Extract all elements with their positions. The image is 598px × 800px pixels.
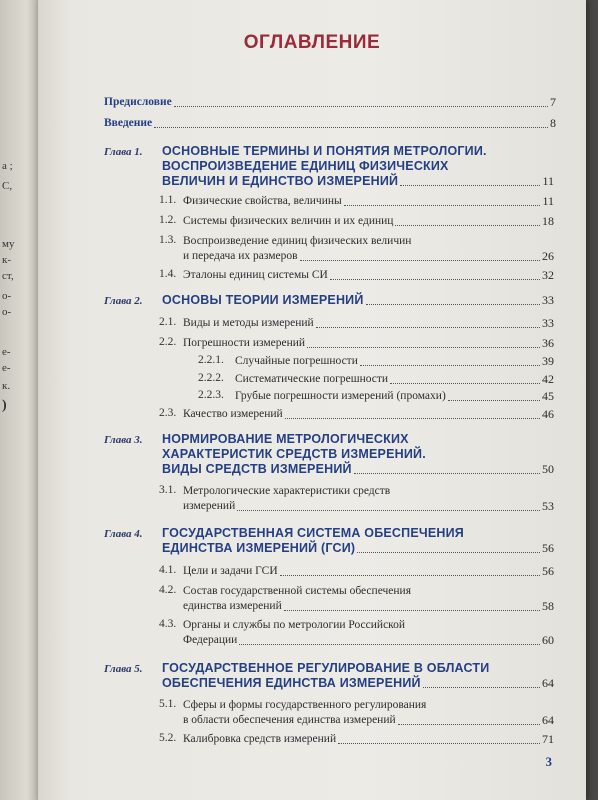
chapter-label: Глава 2.	[104, 295, 143, 307]
section-title: Качество измерений	[183, 408, 283, 420]
entry-page: 45	[542, 389, 554, 403]
section-number: 4.1.	[159, 564, 177, 576]
chapter-title-line: ОСНОВНЫЕ ТЕРМИНЫ И ПОНЯТИЯ МЕТРОЛОГИИ.	[162, 144, 487, 158]
leader-dots	[366, 304, 540, 305]
entry-page: 46	[542, 407, 554, 421]
toc-chapter-5[interactable]	[162, 661, 554, 691]
toc-section-5-2[interactable]	[183, 732, 554, 747]
entry-page: 33	[542, 293, 554, 307]
chapter-title-line: ВИДЫ СРЕДСТВ ИЗМЕРЕНИЙ	[162, 462, 352, 476]
toc-section-2-2-2[interactable]	[235, 372, 554, 387]
toc-section-1-2[interactable]	[183, 214, 554, 229]
left-fragment: к.	[2, 380, 11, 392]
left-fragment: о-	[2, 290, 12, 302]
leader-dots	[284, 610, 540, 611]
chapter-title-line: ВЕЛИЧИН И ЕДИНСТВО ИЗМЕРЕНИЙ	[162, 174, 399, 188]
leader-dots	[395, 225, 540, 226]
leader-dots	[400, 185, 540, 186]
section-title: Воспроизведение единиц физических величин	[183, 235, 412, 247]
entry-page: 56	[542, 541, 554, 555]
chapter-title-line: ОСНОВЫ ТЕОРИИ ИЗМЕРЕНИЙ	[162, 293, 364, 307]
chapter-title-line: ГОСУДАРСТВЕННОЕ РЕГУЛИРОВАНИЕ В ОБЛАСТИ	[162, 661, 490, 675]
section-title: Погрешности измерений	[183, 337, 306, 349]
chapter-label: Глава 5.	[104, 663, 143, 675]
entry-page: 50	[542, 462, 554, 476]
section-title: Физические свойства, величины	[183, 195, 342, 207]
section-number: 4.2.	[159, 584, 177, 596]
leader-dots	[448, 400, 540, 401]
leader-dots	[360, 365, 540, 366]
leader-dots	[239, 644, 540, 645]
entry-page: 11	[542, 174, 554, 188]
toc-section-4-1[interactable]	[183, 564, 554, 579]
section-title: Сферы и формы государственного регулирования	[183, 699, 427, 711]
section-title: измерений	[183, 500, 236, 512]
chapter-title-line: НОРМИРОВАНИЕ МЕТРОЛОГИЧЕСКИХ	[162, 432, 409, 446]
toc-chapter-1[interactable]	[162, 144, 554, 189]
toc-section-4-2[interactable]	[183, 584, 554, 614]
leader-dots	[390, 383, 540, 384]
leader-dots	[357, 552, 540, 553]
entry-page: 53	[542, 499, 554, 513]
section-number: 5.1.	[159, 698, 177, 710]
toc-section-3-1[interactable]	[183, 484, 554, 514]
toc-chapter-4[interactable]	[162, 526, 554, 556]
section-title: Эталоны единиц системы СИ	[183, 269, 328, 281]
toc-section-4-3[interactable]	[183, 618, 554, 648]
entry-page: 64	[542, 676, 554, 690]
toc-entry-intro[interactable]	[104, 116, 556, 131]
section-title: Случайные погрешности	[235, 355, 358, 367]
section-number: 4.3.	[159, 618, 177, 630]
section-number: 1.1.	[159, 194, 177, 206]
leader-dots	[280, 575, 540, 576]
section-title: Органы и службы по метрологии Российской	[183, 619, 406, 631]
toc-section-2-2-1[interactable]	[235, 354, 554, 369]
section-number: 2.3.	[159, 407, 177, 419]
section-title: Метрологические характеристики средств	[183, 485, 391, 497]
section-number: 2.1.	[159, 316, 177, 328]
entry-page: 7	[550, 95, 556, 109]
entry-text: Введение	[104, 117, 153, 129]
chapter-label: Глава 3.	[104, 434, 143, 446]
leader-dots	[330, 279, 540, 280]
leader-dots	[423, 687, 540, 688]
toc-chapter-3[interactable]	[162, 432, 554, 477]
section-title: Системы физических величин и их единиц	[183, 215, 394, 227]
section-number: 2.2.	[159, 336, 177, 348]
section-title: Грубые погрешности измерений (промахи)	[235, 390, 446, 402]
section-title: в области обеспечения единства измерений	[183, 714, 396, 726]
chapter-title-line: ЕДИНСТВА ИЗМЕРЕНИЙ (ГСИ)	[162, 541, 356, 555]
left-fragment: е-	[2, 362, 11, 374]
entry-page: 60	[542, 633, 554, 647]
entry-page: 33	[542, 316, 554, 330]
leader-dots	[237, 510, 540, 511]
left-fragment: о-	[2, 306, 12, 318]
toc-entry-preface[interactable]	[104, 95, 556, 110]
left-fragment: му	[2, 238, 15, 250]
section-title: Состав государственной системы обеспечения	[183, 585, 411, 597]
left-facing-page	[0, 0, 38, 800]
chapter-title-line: ВОСПРОИЗВЕДЕНИЕ ЕДИНИЦ ФИЗИЧЕСКИХ	[162, 159, 449, 173]
toc-chapter-2[interactable]	[162, 293, 554, 308]
leader-dots	[344, 205, 541, 206]
toc-section-2-3[interactable]	[183, 407, 554, 422]
entry-page: 26	[542, 249, 554, 263]
leader-dots	[316, 327, 540, 328]
leader-dots	[307, 347, 540, 348]
entry-page: 42	[542, 372, 554, 386]
left-fragment: е-	[2, 346, 11, 358]
section-title: единства измерений	[183, 600, 282, 612]
entry-page: 36	[542, 336, 554, 350]
leader-dots	[300, 260, 540, 261]
section-title: Цели и задачи ГСИ	[183, 565, 278, 577]
section-number: 3.1.	[159, 484, 177, 496]
toc-section-1-4[interactable]	[183, 268, 554, 283]
page-number: 3	[545, 754, 552, 769]
chapter-label: Глава 1.	[104, 146, 143, 158]
toc-page	[38, 0, 586, 800]
entry-page: 71	[542, 732, 554, 746]
left-fragment: )	[2, 398, 7, 413]
section-number: 1.4.	[159, 268, 177, 280]
section-number: 2.2.1.	[198, 354, 224, 366]
toc-section-2-1[interactable]	[183, 316, 554, 331]
entry-page: 58	[542, 599, 554, 613]
section-title: и передача их размеров	[183, 250, 298, 262]
section-title: Калибровка средств измерений	[183, 733, 337, 745]
entry-page: 39	[542, 354, 554, 368]
entry-page: 11	[542, 194, 554, 208]
page-title: ОГЛАВЛЕНИЕ	[243, 32, 381, 53]
left-fragment: ст,	[2, 270, 14, 282]
leader-dots	[154, 127, 548, 128]
entry-text: Предисловие	[104, 96, 172, 108]
leader-dots	[174, 106, 548, 107]
toc-section-2-2[interactable]	[183, 336, 554, 351]
left-fragment: С,	[2, 180, 13, 192]
toc-section-2-2-3[interactable]	[235, 389, 554, 404]
entry-page: 32	[542, 268, 554, 282]
entry-page: 56	[542, 564, 554, 578]
entry-page: 64	[542, 713, 554, 727]
section-number: 1.2.	[159, 214, 177, 226]
section-number: 2.2.2.	[198, 372, 224, 384]
leader-dots	[398, 724, 540, 725]
section-title: Систематические погрешности	[235, 373, 389, 385]
chapter-title-line: ОБЕСПЕЧЕНИЯ ЕДИНСТВА ИЗМЕРЕНИЙ	[162, 676, 421, 690]
left-fragment: к-	[2, 254, 12, 266]
toc-section-1-3[interactable]	[183, 234, 554, 264]
leader-dots	[338, 743, 540, 744]
section-title: Федерации	[183, 634, 238, 646]
left-fragment: а ;	[2, 160, 13, 172]
toc-section-1-1[interactable]	[183, 194, 554, 209]
section-number: 1.3.	[159, 234, 177, 246]
leader-dots	[285, 418, 540, 419]
chapter-label: Глава 4.	[104, 528, 143, 540]
entry-page: 8	[550, 116, 556, 130]
section-number: 2.2.3.	[198, 389, 224, 401]
leader-dots	[354, 473, 540, 474]
chapter-title-line: ГОСУДАРСТВЕННАЯ СИСТЕМА ОБЕСПЕЧЕНИЯ	[162, 526, 464, 540]
chapter-title-line: ХАРАКТЕРИСТИК СРЕДСТВ ИЗМЕРЕНИЙ.	[162, 447, 426, 461]
section-number: 5.2.	[159, 732, 177, 744]
section-title: Виды и методы измерений	[183, 317, 314, 329]
toc-section-5-1[interactable]	[183, 698, 554, 728]
entry-page: 18	[542, 214, 554, 228]
